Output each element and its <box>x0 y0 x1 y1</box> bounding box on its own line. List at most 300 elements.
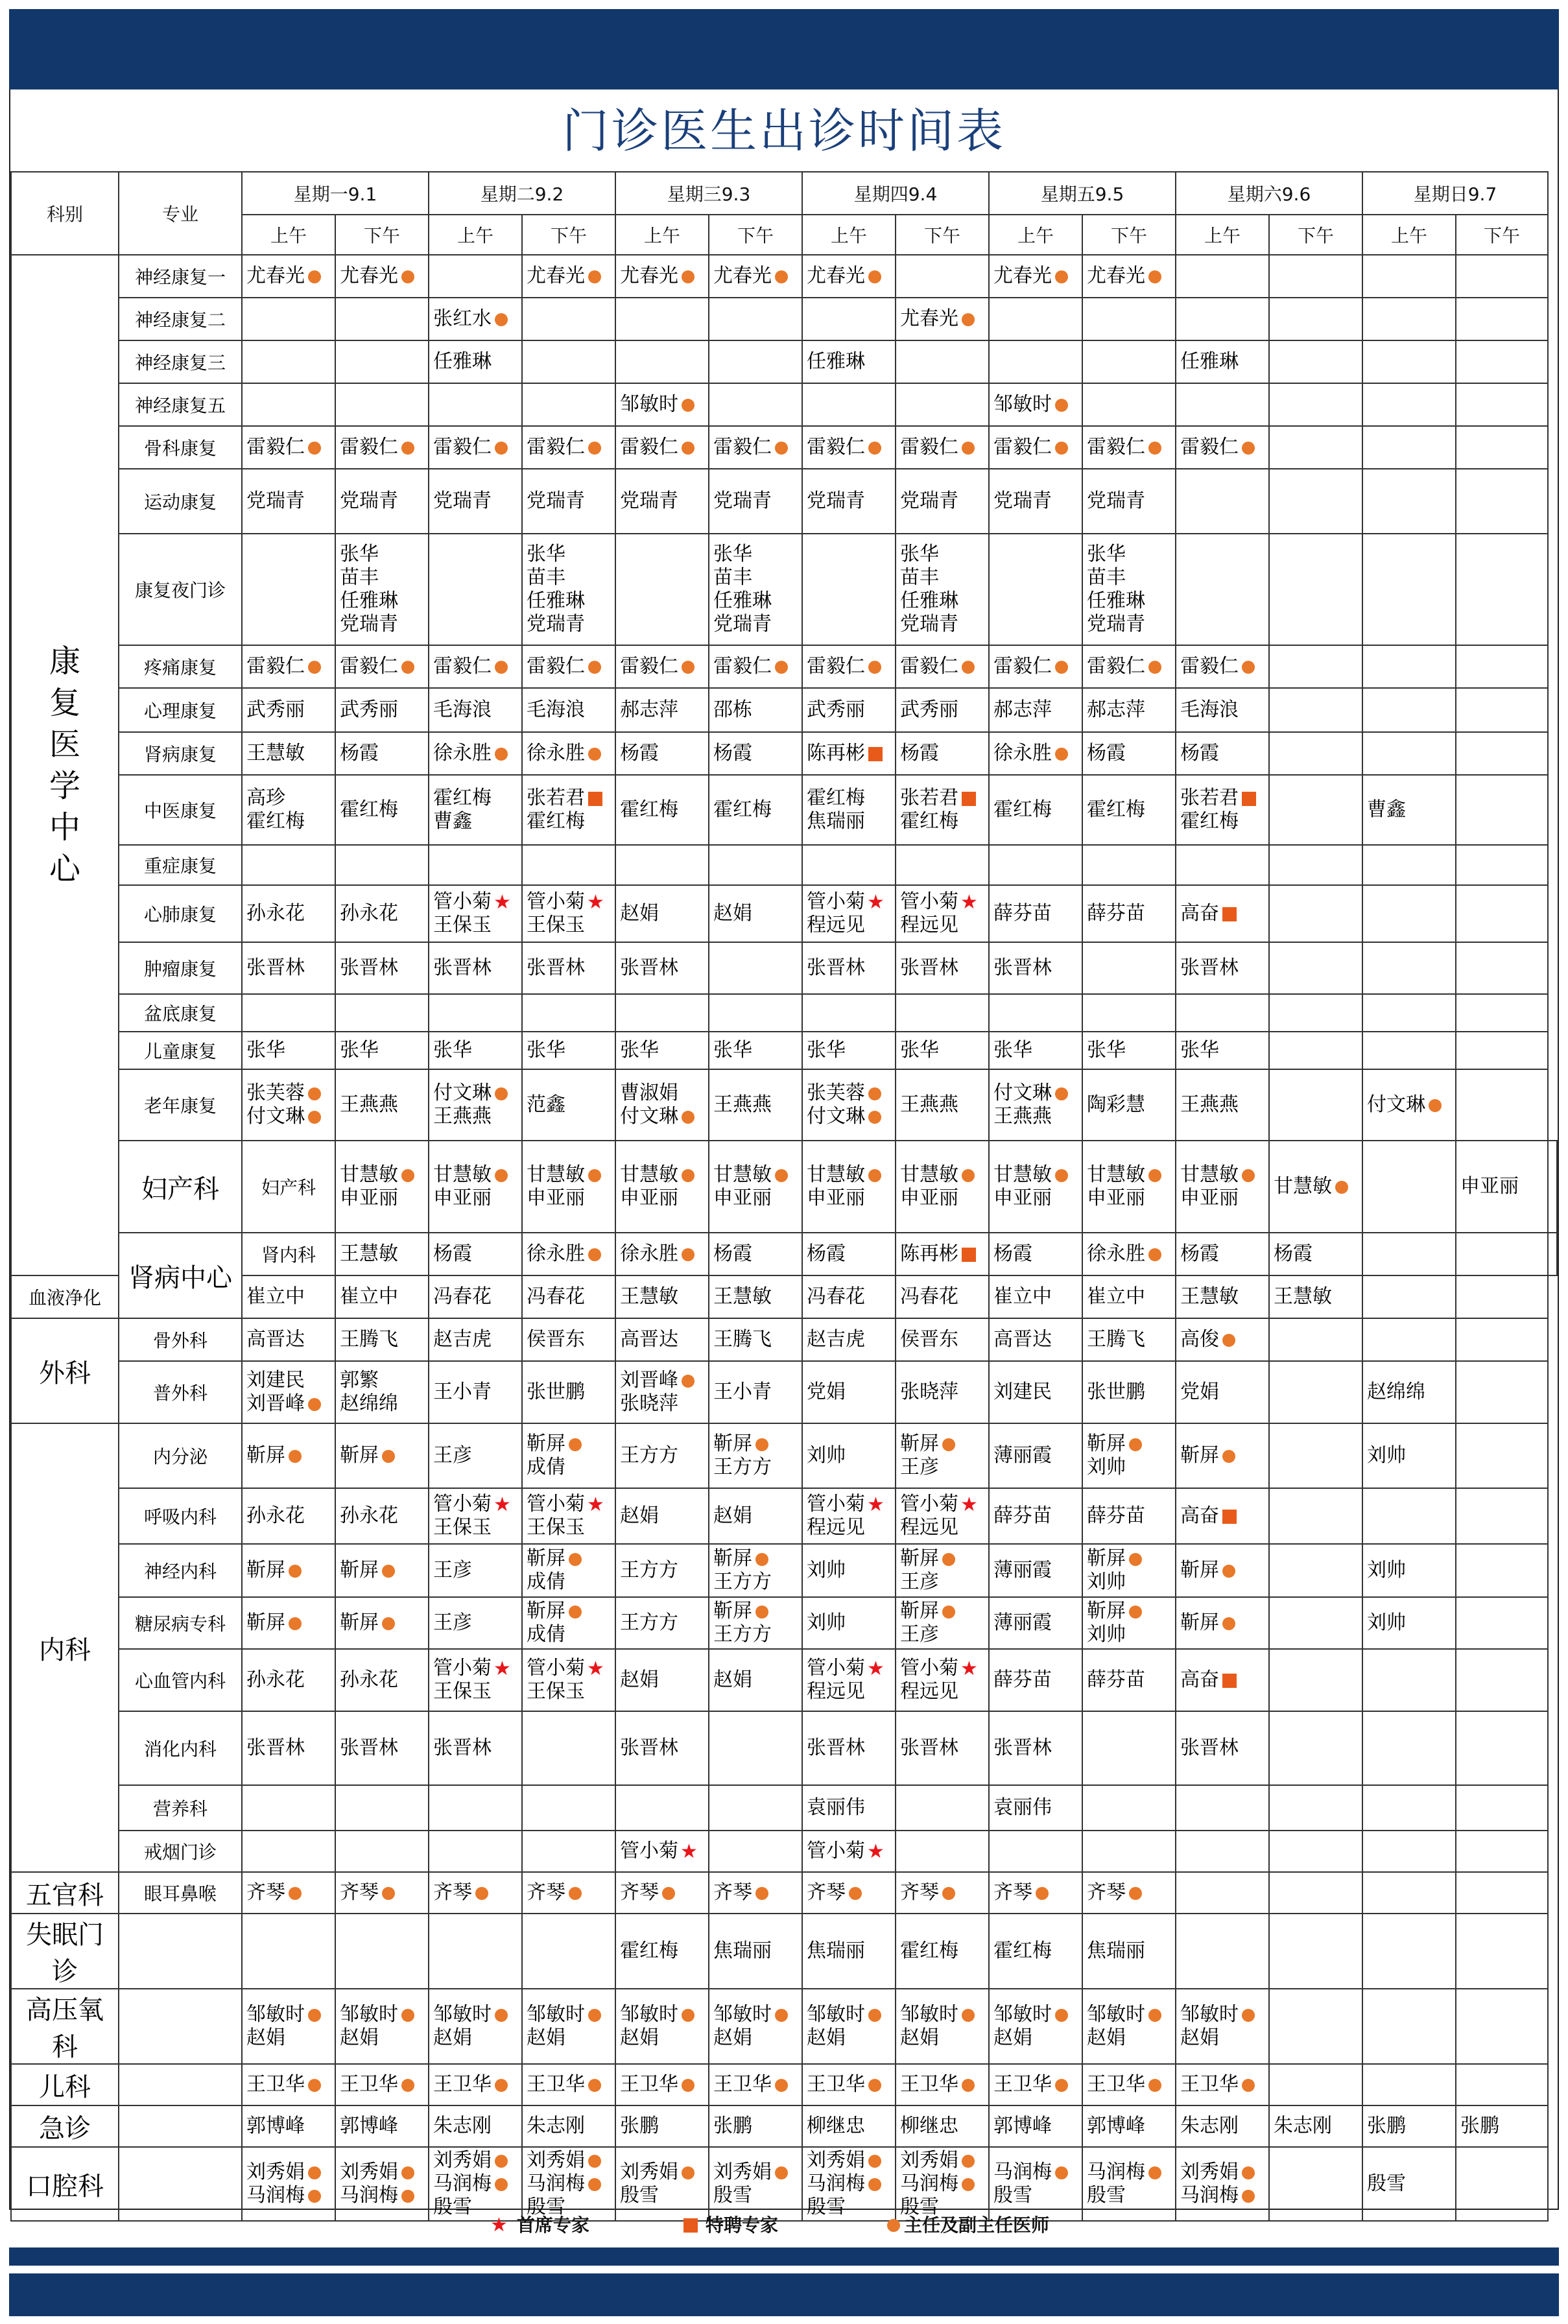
director-dot-icon <box>1148 270 1161 283</box>
doctor-entry <box>713 2184 799 2207</box>
doctor-entry <box>900 613 986 636</box>
doctor-name: 霍红梅 <box>713 798 772 821</box>
doctor-entry <box>900 1657 986 1680</box>
schedule-cell <box>802 1488 896 1544</box>
doctor-entry <box>527 543 612 566</box>
director-dot-icon <box>1055 442 1068 455</box>
schedule-cell <box>429 2064 522 2105</box>
director-dot-icon <box>1055 2166 1068 2179</box>
doctor-entry <box>1180 2073 1266 2096</box>
schedule-cell <box>429 1785 522 1831</box>
doctor-name: 霍红梅 <box>433 787 492 809</box>
director-dot-icon <box>962 1169 975 1182</box>
doctor-name: 甘慧敏 <box>1180 1163 1239 1186</box>
doctor-name: 马润梅 <box>527 2172 585 2195</box>
doctor-name: 党瑞青 <box>900 490 958 512</box>
doctor-entry <box>433 436 519 459</box>
doctor-entry <box>246 1444 332 1467</box>
doctor-name: 高奋 <box>1180 902 1219 925</box>
schedule-cell <box>335 1597 429 1649</box>
schedule-cell <box>1082 383 1176 426</box>
director-dot-icon <box>401 661 414 674</box>
doctor-name: 张鹏 <box>1460 2115 1499 2137</box>
doctor-entry <box>433 742 519 765</box>
schedule-cell <box>1082 1141 1176 1233</box>
doctor-entry <box>433 890 519 914</box>
schedule-cell <box>1362 340 1456 383</box>
director-dot-icon <box>1055 399 1068 412</box>
doctor-name: 党娟 <box>1180 1381 1219 1403</box>
doctor-name: 霍红梅 <box>620 1939 678 1962</box>
doctor-name: 马润梅 <box>246 2184 305 2207</box>
schedule-cell <box>1362 534 1456 645</box>
schedule-cell <box>242 1649 335 1711</box>
schedule-cell <box>1362 1069 1456 1141</box>
schedule-cell <box>989 994 1082 1032</box>
schedule-cell <box>335 942 429 994</box>
doctor-name: 王卫华 <box>1180 2073 1239 2096</box>
doctor-entry <box>1087 566 1172 589</box>
doctor-name: 付文琳 <box>246 1105 305 1128</box>
doctor-name: 马润梅 <box>1180 2184 1239 2207</box>
doctor-entry <box>620 1187 706 1210</box>
schedule-cell <box>615 534 709 645</box>
schedule-cell <box>896 1032 989 1069</box>
director-dot-icon <box>569 1438 582 1451</box>
doctor-entry <box>246 742 332 765</box>
doctor-entry <box>246 1668 332 1692</box>
schedule-cell <box>335 845 429 885</box>
schedule-cell <box>335 1141 429 1233</box>
schedule-cell <box>522 645 615 688</box>
director-dot-icon <box>868 1111 881 1124</box>
specialty-cell: 神经内科 <box>119 1544 242 1597</box>
doctor-name: 霍红梅 <box>993 1939 1052 1962</box>
schedule-cell <box>989 255 1082 298</box>
schedule-cell <box>615 426 709 469</box>
schedule-cell <box>802 340 896 383</box>
doctor-name: 薛芬苗 <box>1087 1668 1145 1691</box>
doctor-name: 齐琴 <box>900 1881 939 1904</box>
doctor-name: 王卫华 <box>246 2073 305 2096</box>
schedule-cell <box>242 1831 335 1872</box>
doctor-name: 王保玉 <box>433 914 492 936</box>
doctor-name: 霍红梅 <box>527 810 585 833</box>
director-dot-icon <box>1148 2009 1161 2022</box>
schedule-cell <box>709 645 802 688</box>
doctor-entry <box>807 742 892 765</box>
doctor-entry <box>340 902 425 925</box>
doctor-name: 张晋林 <box>620 956 678 979</box>
doctor-entry <box>900 914 986 937</box>
doctor-name: 党娟 <box>807 1381 846 1403</box>
header-pm: 下午 <box>1082 215 1176 255</box>
doctor-entry <box>527 1516 612 1539</box>
legend <box>10 2205 1558 2244</box>
schedule-cell <box>1176 1069 1269 1141</box>
schedule-cell <box>709 1032 802 1069</box>
doctor-entry <box>527 810 612 833</box>
doctor-name: 申亚丽 <box>1460 1175 1519 1198</box>
doctor-entry <box>620 1881 706 1904</box>
schedule-cell <box>1269 426 1362 469</box>
doctor-name: 张晋林 <box>807 1737 865 1759</box>
schedule-row <box>11 1597 1557 1649</box>
doctor-entry <box>433 350 519 374</box>
director-dot-icon <box>868 2009 881 2022</box>
schedule-cell <box>989 688 1082 732</box>
doctor-name: 徐永胜 <box>620 1242 678 1265</box>
schedule-cell <box>1269 298 1362 340</box>
doctor-entry <box>900 2003 986 2026</box>
director-dot-icon <box>1055 270 1068 283</box>
doctor-name: 赵绵绵 <box>1367 1381 1425 1403</box>
doctor-name: 管小菊 <box>807 1657 865 1679</box>
doctor-name: 张华 <box>1180 1039 1219 1061</box>
schedule-cell <box>709 1275 802 1318</box>
doctor-name: 刘建民 <box>993 1381 1052 1403</box>
director-dot-icon <box>1148 1248 1161 1261</box>
schedule-cell <box>989 1711 1082 1785</box>
doctor-entry <box>527 1456 612 1479</box>
doctor-entry <box>993 2115 1079 2138</box>
doctor-entry <box>620 1105 706 1128</box>
doctor-name: 管小菊 <box>433 1493 492 1515</box>
schedule-cell <box>1456 469 1548 534</box>
director-dot-icon <box>1148 442 1161 455</box>
doctor-name: 郝志萍 <box>1087 698 1145 721</box>
schedule-cell <box>522 1488 615 1544</box>
schedule-cell <box>1176 688 1269 732</box>
doctor-name: 毛海浪 <box>1180 698 1239 721</box>
schedule-cell <box>522 1275 615 1318</box>
doctor-entry <box>433 956 519 980</box>
doctor-entry <box>993 1796 1079 1820</box>
director-dot-icon <box>289 1450 302 1463</box>
doctor-entry <box>900 1737 986 1760</box>
doctor-name: 程远见 <box>807 1680 865 1703</box>
doctor-entry <box>620 2184 706 2207</box>
header-day: 星期一9.1 <box>242 172 429 215</box>
doctor-name: 张晋林 <box>993 1737 1052 1759</box>
special-expert-square-icon <box>1222 907 1237 921</box>
doctor-entry <box>246 1504 332 1528</box>
doctor-name: 申亚丽 <box>1180 1187 1239 1209</box>
doctor-name: 齐琴 <box>713 1881 752 1904</box>
header-day: 星期四9.4 <box>802 172 989 215</box>
doctor-entry <box>1274 2115 1359 2138</box>
schedule-cell <box>709 1141 802 1233</box>
doctor-name: 付文琳 <box>1367 1093 1425 1116</box>
schedule-cell <box>1082 1711 1176 1785</box>
director-dot-icon <box>308 661 321 674</box>
doctor-name: 赵娟 <box>620 2026 659 2049</box>
doctor-name: 张华 <box>1087 1039 1126 1061</box>
schedule-cell <box>1362 1488 1456 1544</box>
doctor-name: 刘帅 <box>807 1444 846 1467</box>
doctor-name: 刘帅 <box>1367 1559 1406 1582</box>
schedule-cell <box>896 2064 989 2105</box>
specialty-cell: 呼吸内科 <box>119 1488 242 1544</box>
doctor-name: 程远见 <box>900 914 958 936</box>
doctor-name: 杨霞 <box>1180 742 1219 765</box>
schedule-cell <box>615 1989 709 2064</box>
doctor-entry <box>900 307 986 331</box>
doctor-entry <box>527 2172 612 2196</box>
schedule-cell <box>1269 885 1362 942</box>
doctor-entry <box>340 566 425 589</box>
doctor-entry <box>807 1381 892 1404</box>
schedule-cell <box>896 1544 989 1597</box>
schedule-cell <box>1176 298 1269 340</box>
doctor-entry <box>433 1039 519 1062</box>
director-dot-icon <box>942 1553 955 1566</box>
schedule-cell <box>709 469 802 534</box>
doctor-name: 霍红梅 <box>340 798 398 821</box>
schedule-cell <box>1362 645 1456 688</box>
schedule-cell <box>1362 1649 1456 1711</box>
chief-expert-star-icon: ★ <box>960 1493 978 1516</box>
schedule-cell <box>896 775 989 845</box>
doctor-entry <box>1087 1600 1172 1623</box>
doctor-entry <box>1180 436 1266 459</box>
schedule-cell <box>802 994 896 1032</box>
doctor-name: 任雅琳 <box>1087 589 1145 612</box>
doctor-name: 朱志刚 <box>433 2115 492 2137</box>
doctor-entry <box>1087 1456 1172 1479</box>
doctor-entry <box>713 1668 799 1692</box>
schedule-row <box>11 1141 1557 1233</box>
doctor-entry <box>620 1444 706 1467</box>
schedule-cell <box>335 1423 429 1488</box>
schedule-cell <box>429 1544 522 1597</box>
schedule-cell <box>1269 1488 1362 1544</box>
doctor-name: 王卫华 <box>620 2073 678 2096</box>
schedule-cell <box>1176 885 1269 942</box>
director-dot-icon <box>569 1606 582 1618</box>
doctor-name: 申亚丽 <box>620 1187 678 1209</box>
doctor-name: 甘慧敏 <box>807 1163 865 1186</box>
doctor-name: 靳屏 <box>246 1611 285 1634</box>
schedule-cell <box>335 426 429 469</box>
doctor-name: 付文琳 <box>620 1105 678 1128</box>
doctor-name: 王腾飞 <box>713 1328 772 1351</box>
doctor-name: 管小菊 <box>527 1493 585 1515</box>
schedule-row <box>11 1233 1557 1275</box>
doctor-name: 马润梅 <box>1087 2161 1145 2183</box>
doctor-entry <box>620 1559 706 1582</box>
schedule-cell <box>1456 534 1548 645</box>
special-expert-square-icon <box>962 1248 976 1262</box>
doctor-name: 尤春光 <box>993 265 1052 287</box>
schedule-cell <box>242 1423 335 1488</box>
doctor-entry <box>900 956 986 980</box>
doctor-entry <box>1087 1623 1172 1646</box>
schedule-cell <box>1082 775 1176 845</box>
doctor-name: 齐琴 <box>1087 1881 1126 1904</box>
doctor-entry <box>1180 1444 1266 1467</box>
doctor-name: 邹敏时 <box>713 2003 772 2026</box>
doctor-entry <box>527 1187 612 1210</box>
schedule-cell <box>896 1649 989 1711</box>
doctor-entry <box>993 902 1079 925</box>
doctor-name: 王方方 <box>713 1456 772 1478</box>
doctor-entry <box>527 2115 612 2138</box>
doctor-entry <box>620 1328 706 1351</box>
doctor-entry <box>246 490 332 513</box>
chief-expert-star-icon: ★ <box>587 891 604 914</box>
director-dot-icon <box>1242 2166 1255 2179</box>
doctor-name: 刘晋峰 <box>246 1392 305 1415</box>
specialty-cell: 眼耳鼻喉 <box>119 1872 242 1914</box>
doctor-entry <box>246 810 332 833</box>
schedule-cell <box>335 383 429 426</box>
schedule-cell <box>1362 1275 1456 1318</box>
doctor-entry <box>1180 1504 1266 1528</box>
schedule-cell <box>1269 1423 1362 1488</box>
director-dot-icon <box>588 270 601 283</box>
schedule-cell <box>335 1989 429 2064</box>
doctor-entry <box>527 1381 612 1404</box>
doctor-entry <box>900 1328 986 1351</box>
schedule-cell <box>1456 383 1548 426</box>
specialty-cell: 重症康复 <box>119 845 242 885</box>
schedule-cell <box>896 732 989 775</box>
doctor-name: 任雅琳 <box>1180 350 1239 373</box>
doctor-entry <box>340 1559 425 1582</box>
header-pm: 下午 <box>896 215 989 255</box>
director-dot-icon <box>1242 1169 1255 1182</box>
schedule-cell <box>1269 1361 1362 1423</box>
doctor-name: 张华 <box>433 1039 472 1061</box>
director-dot-icon <box>1055 661 1068 674</box>
specialty-cell: 神经康复一 <box>119 255 242 298</box>
schedule-cell <box>615 1488 709 1544</box>
doctor-entry <box>246 1737 332 1760</box>
doctor-name: 霍红梅 <box>1087 798 1145 821</box>
doctor-entry <box>433 1163 519 1187</box>
schedule-cell <box>615 1711 709 1785</box>
schedule-cell <box>1082 1914 1176 1989</box>
doctor-name: 程远见 <box>807 914 865 936</box>
schedule-cell <box>1362 1711 1456 1785</box>
doctor-name: 邹敏时 <box>1180 2003 1239 2026</box>
doctor-entry <box>713 2073 799 2096</box>
doctor-entry <box>620 436 706 459</box>
doctor-name: 焦瑞丽 <box>1087 1939 1145 1962</box>
doctor-entry <box>1087 1432 1172 1456</box>
doctor-name: 王腾飞 <box>1087 1328 1145 1351</box>
director-dot-icon <box>308 2190 321 2203</box>
schedule-cell <box>1456 1141 1548 1233</box>
schedule-cell <box>1269 1785 1362 1831</box>
schedule-cell <box>802 2064 896 2105</box>
schedule-cell <box>1082 732 1176 775</box>
doctor-entry <box>713 698 799 722</box>
schedule-cell <box>1176 383 1269 426</box>
doctor-name: 殷雪 <box>900 2196 939 2218</box>
schedule-row <box>11 732 1557 775</box>
schedule-cell <box>335 1318 429 1361</box>
doctor-entry <box>807 1039 892 1062</box>
doctor-name: 薛芬苗 <box>993 902 1052 925</box>
schedule-cell <box>896 1597 989 1649</box>
schedule-cell <box>1082 1785 1176 1831</box>
doctor-name: 杨霞 <box>807 1242 846 1265</box>
doctor-name: 靳屏 <box>340 1559 379 1582</box>
schedule-cell <box>522 1989 615 2064</box>
doctor-name: 管小菊 <box>527 890 585 913</box>
doctor-name: 尤春光 <box>527 265 585 287</box>
doctor-name: 邹敏时 <box>807 2003 865 2026</box>
doctor-name: 王保玉 <box>433 1516 492 1539</box>
director-dot-icon <box>401 442 414 455</box>
schedule-cell <box>335 994 429 1032</box>
doctor-entry <box>527 589 612 613</box>
doctor-entry <box>900 490 986 513</box>
doctor-entry <box>433 810 519 833</box>
schedule-cell <box>615 1649 709 1711</box>
director-dot-icon <box>962 661 975 674</box>
doctor-name: 张晋林 <box>807 956 865 979</box>
doctor-entry <box>433 1328 519 1351</box>
director-dot-icon <box>308 1111 321 1124</box>
schedule-cell <box>1269 469 1362 534</box>
schedule-cell <box>1176 942 1269 994</box>
schedule-cell <box>1269 942 1362 994</box>
doctor-name: 徐永胜 <box>1087 1242 1145 1265</box>
doctor-name: 赵吉虎 <box>807 1328 865 1351</box>
doctor-name: 霍红梅 <box>993 798 1052 821</box>
doctor-entry <box>993 1328 1079 1351</box>
schedule-cell <box>242 534 335 645</box>
doctor-entry <box>246 956 332 980</box>
schedule-cell <box>522 1069 615 1141</box>
doctor-name: 赵娟 <box>713 902 752 925</box>
schedule-cell <box>429 1649 522 1711</box>
bottom-banner-thin <box>9 2247 1559 2266</box>
schedule-cell <box>335 1914 429 1989</box>
doctor-entry <box>340 1392 425 1416</box>
doctor-entry <box>807 1559 892 1582</box>
schedule-cell <box>1176 255 1269 298</box>
doctor-entry <box>527 1093 612 1117</box>
doctor-name: 管小菊 <box>433 890 492 913</box>
schedule-cell <box>1082 1544 1176 1597</box>
schedule-row <box>11 1872 1557 1914</box>
doctor-entry <box>807 1242 892 1266</box>
schedule-cell <box>1176 994 1269 1032</box>
doctor-name: 甘慧敏 <box>900 1163 958 1186</box>
doctor-name: 刘秀娟 <box>1180 2161 1239 2183</box>
doctor-name: 刘秀娟 <box>900 2149 958 2172</box>
schedule-cell <box>709 1318 802 1361</box>
doctor-entry <box>993 1285 1079 1309</box>
schedule-cell <box>1082 994 1176 1032</box>
doctor-entry <box>900 436 986 459</box>
doctor-entry <box>713 490 799 513</box>
doctor-name: 冯春花 <box>527 1285 585 1308</box>
doctor-name: 薛芬苗 <box>993 1504 1052 1527</box>
director-dot-icon <box>495 442 508 455</box>
schedule-cell <box>429 2105 522 2147</box>
doctor-name: 苗丰 <box>713 566 752 589</box>
schedule-cell <box>1548 1233 1557 1275</box>
schedule-cell <box>1456 1989 1548 2064</box>
schedule-cell <box>615 1141 709 1233</box>
schedule-cell <box>989 426 1082 469</box>
doctor-entry <box>993 1504 1079 1528</box>
